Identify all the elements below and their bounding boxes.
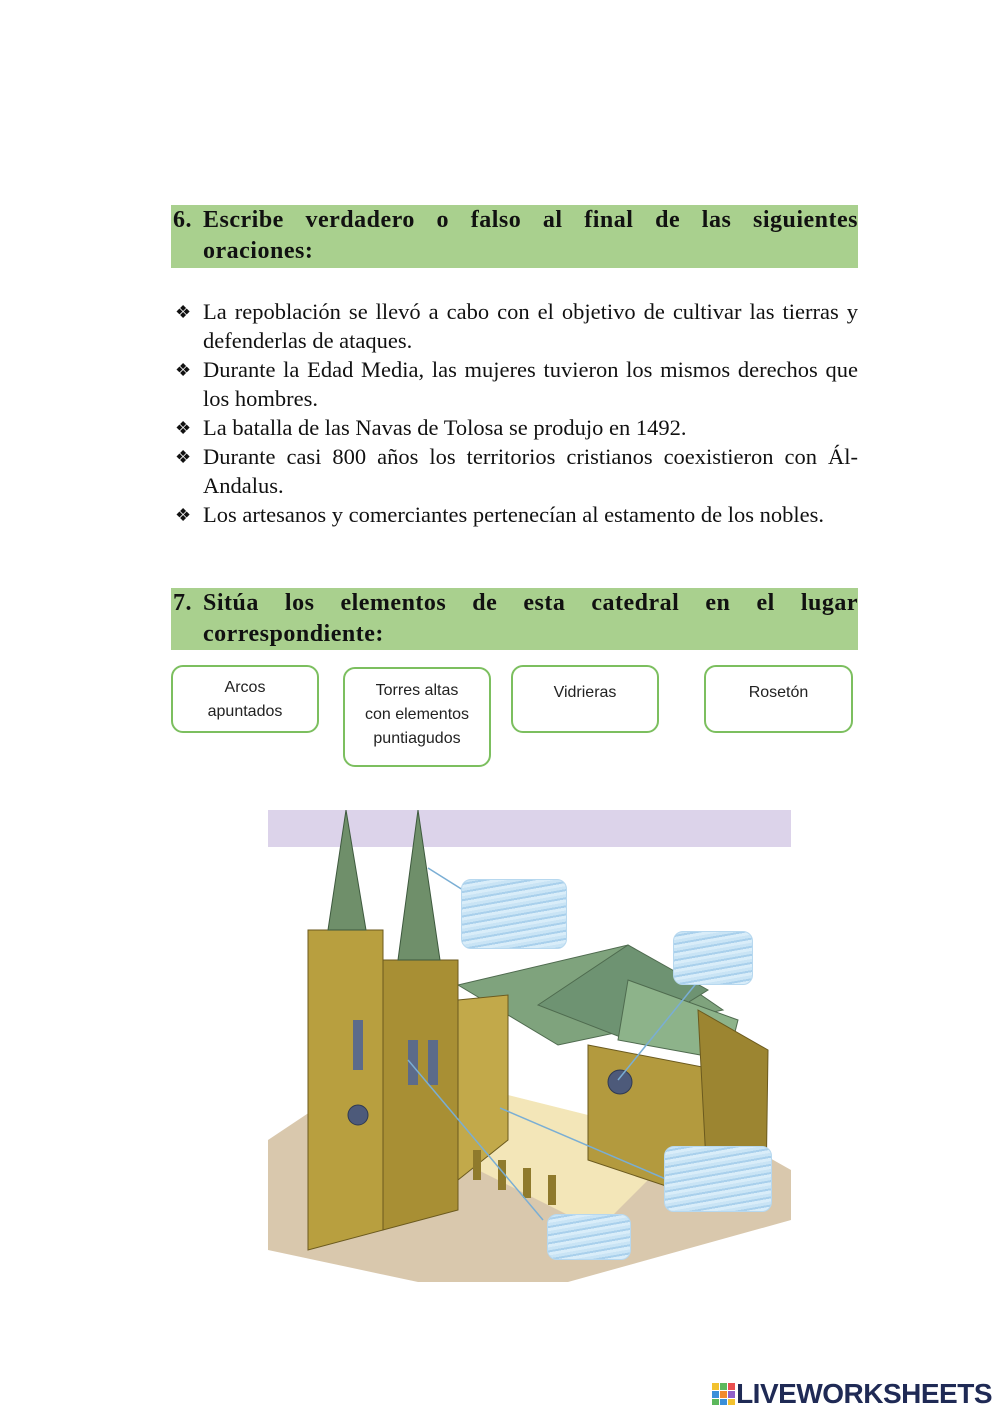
question-6-title-line2: oraciones: [203, 238, 314, 264]
diamond-bullet-icon: ❖ [175, 505, 192, 525]
statement-item [171, 500, 858, 529]
statement-text: Durante casi 800 años los territorios cristianos coexistieron con Ál- [203, 444, 858, 469]
option-label-line2: apuntados [207, 703, 283, 720]
pillar [523, 1168, 531, 1198]
diamond-bullet-icon: ❖ [175, 418, 192, 438]
window [428, 1040, 438, 1085]
option-label-line1: Torres altas [375, 682, 459, 699]
diamond-bullet-icon: ❖ [175, 360, 192, 380]
rose-window [348, 1105, 368, 1125]
diamond-bullet-icon: ❖ [175, 302, 192, 322]
question-6-number: 6. [173, 207, 192, 233]
liveworksheets-logo-icon [712, 1383, 736, 1405]
statement-item [171, 413, 858, 442]
option-roseton[interactable] [704, 665, 853, 733]
statement-item [171, 297, 858, 355]
option-label-line2: con elementos [364, 706, 470, 723]
option-torres-altas[interactable] [343, 667, 491, 767]
option-label-line1: Rosetón [748, 684, 809, 701]
statement-text: La batalla de las Navas de Tolosa se produjo en 1492. [203, 415, 687, 440]
statement-text: La repoblación se llevó a cabo con el objetivo de cultivar las tierras y [203, 299, 858, 324]
window [353, 1020, 363, 1070]
tower-left [308, 930, 383, 1250]
pillar [548, 1175, 556, 1205]
option-label-line3: puntiagudos [373, 730, 461, 747]
statement-list [171, 297, 858, 529]
option-arcos-apuntados[interactable] [171, 665, 319, 733]
question-6-header [171, 205, 858, 268]
brand-logo [712, 1379, 992, 1409]
question-7-header [171, 588, 858, 650]
drop-zone-arcos[interactable] [547, 1214, 631, 1260]
question-7-number: 7. [173, 590, 192, 616]
diamond-bullet-icon: ❖ [175, 447, 192, 467]
statement-item [171, 442, 858, 500]
statement-text: Durante la Edad Media, las mujeres tuvieron los mismos derechos que [203, 357, 858, 382]
pointer-line [428, 868, 463, 890]
statement-text: Los artesanos y comerciantes pertenecían al estamento de los nobles. [203, 502, 825, 527]
drop-zone-vidrieras[interactable] [664, 1146, 772, 1212]
statement-text-cont: los hombres. [203, 386, 318, 411]
option-label-line1: Arcos [224, 679, 266, 696]
tower-right [383, 960, 458, 1230]
statement-item [171, 355, 858, 413]
drop-zone-roseton[interactable] [673, 931, 753, 985]
question-7-title-line1: Sitúa los elementos de esta catedral en el lugar [203, 590, 858, 616]
brand-name: LIVEWORKSHEETS [736, 1378, 992, 1409]
pillar [473, 1150, 481, 1180]
question-7-title-line2: correspondiente: [203, 621, 384, 647]
rose-window [608, 1070, 632, 1094]
statement-text-cont: defenderlas de ataques. [203, 328, 413, 353]
option-label-line1: Vidrieras [553, 684, 617, 701]
drop-zone-towers[interactable] [461, 879, 567, 949]
question-6-title-line1: Escribe verdadero o falso al final de las siguientes [203, 207, 858, 233]
statement-text-cont: Andalus. [203, 473, 284, 498]
option-vidrieras[interactable] [511, 665, 659, 733]
